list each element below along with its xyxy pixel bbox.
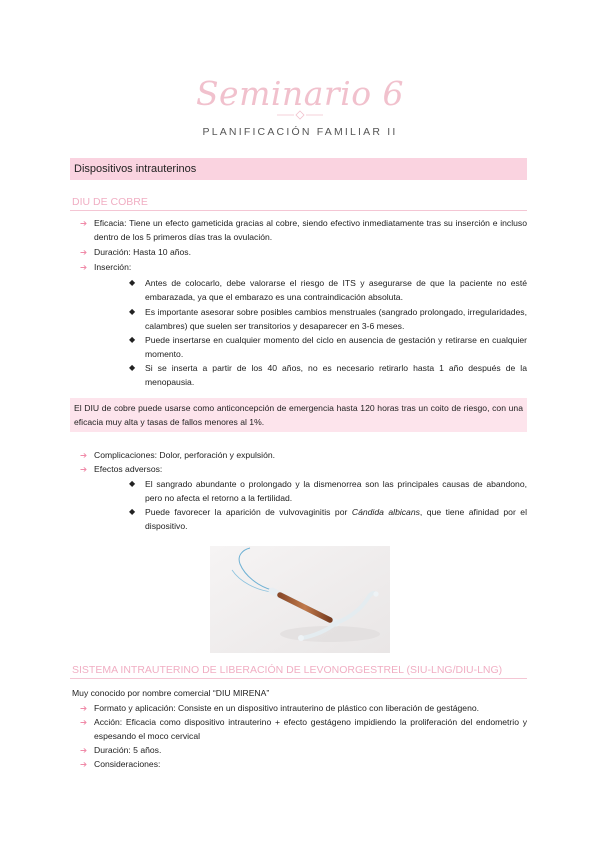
list-item-efectos: ➔ Efectos adversos: [94, 463, 527, 477]
heading-siu-lng: SISTEMA INTRAUTERINO DE LIBERACIÓN DE LEVONORGESTREL (SIU-LNG/DIU-LNG) [72, 664, 503, 676]
sub-item-insercion-1: ◆ Antes de colocarlo, debe valorarse el riesgo de ITS y asegurarse de que la paciente no esté embarazada, ya que el embarazo es una contraindicación absoluta. [129, 278, 527, 302]
list-item-insercion: ➔ Inserción: [94, 261, 527, 275]
arrow-icon: ➔ [80, 262, 88, 272]
arrow-icon: ➔ [80, 450, 88, 460]
sub-item-insercion-4: ◆ Si se inserta a partir de los 40 años, no es necesario retirarlo hasta 1 año después de la menopausia. [129, 363, 527, 387]
sub-item-efecto-2: ◆ Puede favorecer la aparición de vulvovaginitis por Cándida albicans, que tiene afinidad por el dispositivo. [129, 507, 527, 531]
arrow-icon: ➔ [80, 247, 88, 257]
heading-rule [70, 210, 527, 211]
siu-intro: Muy conocido por nombre comercial “DIU MIRENA” [72, 688, 270, 698]
diamond-icon: ◆ [129, 363, 136, 372]
list-item-consideraciones: ➔ Consideraciones: [94, 758, 527, 772]
arrow-icon: ➔ [80, 717, 88, 727]
arrow-icon: ➔ [80, 759, 88, 769]
diamond-icon: ◆ [129, 507, 136, 516]
arrow-icon: ➔ [80, 464, 88, 474]
list-item-duracion: ➔ Duración: Hasta 10 años. [94, 246, 527, 260]
diamond-icon: ◆ [129, 278, 136, 287]
list-item-eficacia: ➔ Eficacia: Tiene un efecto gameticida gracias al cobre, siendo efectivo inmediatamente tras su inserción e incluso dentro de los 5 primeros días tras la ovulación. [80, 218, 527, 242]
diamond-icon: ◆ [129, 479, 136, 488]
page-title: Seminario 6 [195, 74, 405, 113]
list-item-duracion-siu: ➔ Duración: 5 años. [94, 744, 527, 758]
ornament-icon [277, 110, 323, 120]
callout-box: El DIU de cobre puede usarse como anticoncepción de emergencia hasta 120 horas tras un coito de riesgo, con una eficacia muy alta y tasas de fallos menores al 1%. [70, 398, 527, 432]
sub-item-insercion-2: ◆ Es importante asesorar sobre posibles cambios menstruales (sangrado prolongado, irregularidades, calambres) que suelen ser transitorios y desaparecer en 3-6 meses. [129, 307, 527, 331]
copper-iud-photo [210, 546, 390, 653]
list-item-complicaciones: ➔ Complicaciones: Dolor, perforación y expulsión. [94, 449, 527, 463]
list-item-accion: ➔ Acción: Eficacia como dispositivo intrauterino + efecto gestágeno impidiendo la proliferación del endometrio y espesando el moco cervical [80, 717, 527, 741]
heading-diu-cobre: DIU DE COBRE [72, 196, 148, 208]
diamond-icon: ◆ [129, 307, 136, 316]
arrow-icon: ➔ [80, 745, 88, 755]
section-title-bar [70, 158, 527, 180]
heading-rule [70, 678, 527, 679]
page-subtitle: PLANIFICACIÓN FAMILIAR II [202, 126, 398, 138]
section-title: Dispositivos intrauterinos [74, 163, 197, 175]
arrow-icon: ➔ [80, 703, 88, 713]
list-item-formato: ➔ Formato y aplicación: Consiste en un dispositivo intrauterino de plástico con liberación de gestágeno. [94, 702, 527, 716]
arrow-icon: ➔ [80, 218, 88, 228]
sub-item-insercion-3: ◆ Puede insertarse en cualquier momento del ciclo en ausencia de gestación y retirarse en cualquier momento. [129, 335, 527, 359]
diamond-icon: ◆ [129, 335, 136, 344]
sub-item-efecto-1: ◆ El sangrado abundante o prolongado y la dismenorrea son las principales causas de abandono, pero no afecta el retorno a la fertilidad. [129, 479, 527, 503]
